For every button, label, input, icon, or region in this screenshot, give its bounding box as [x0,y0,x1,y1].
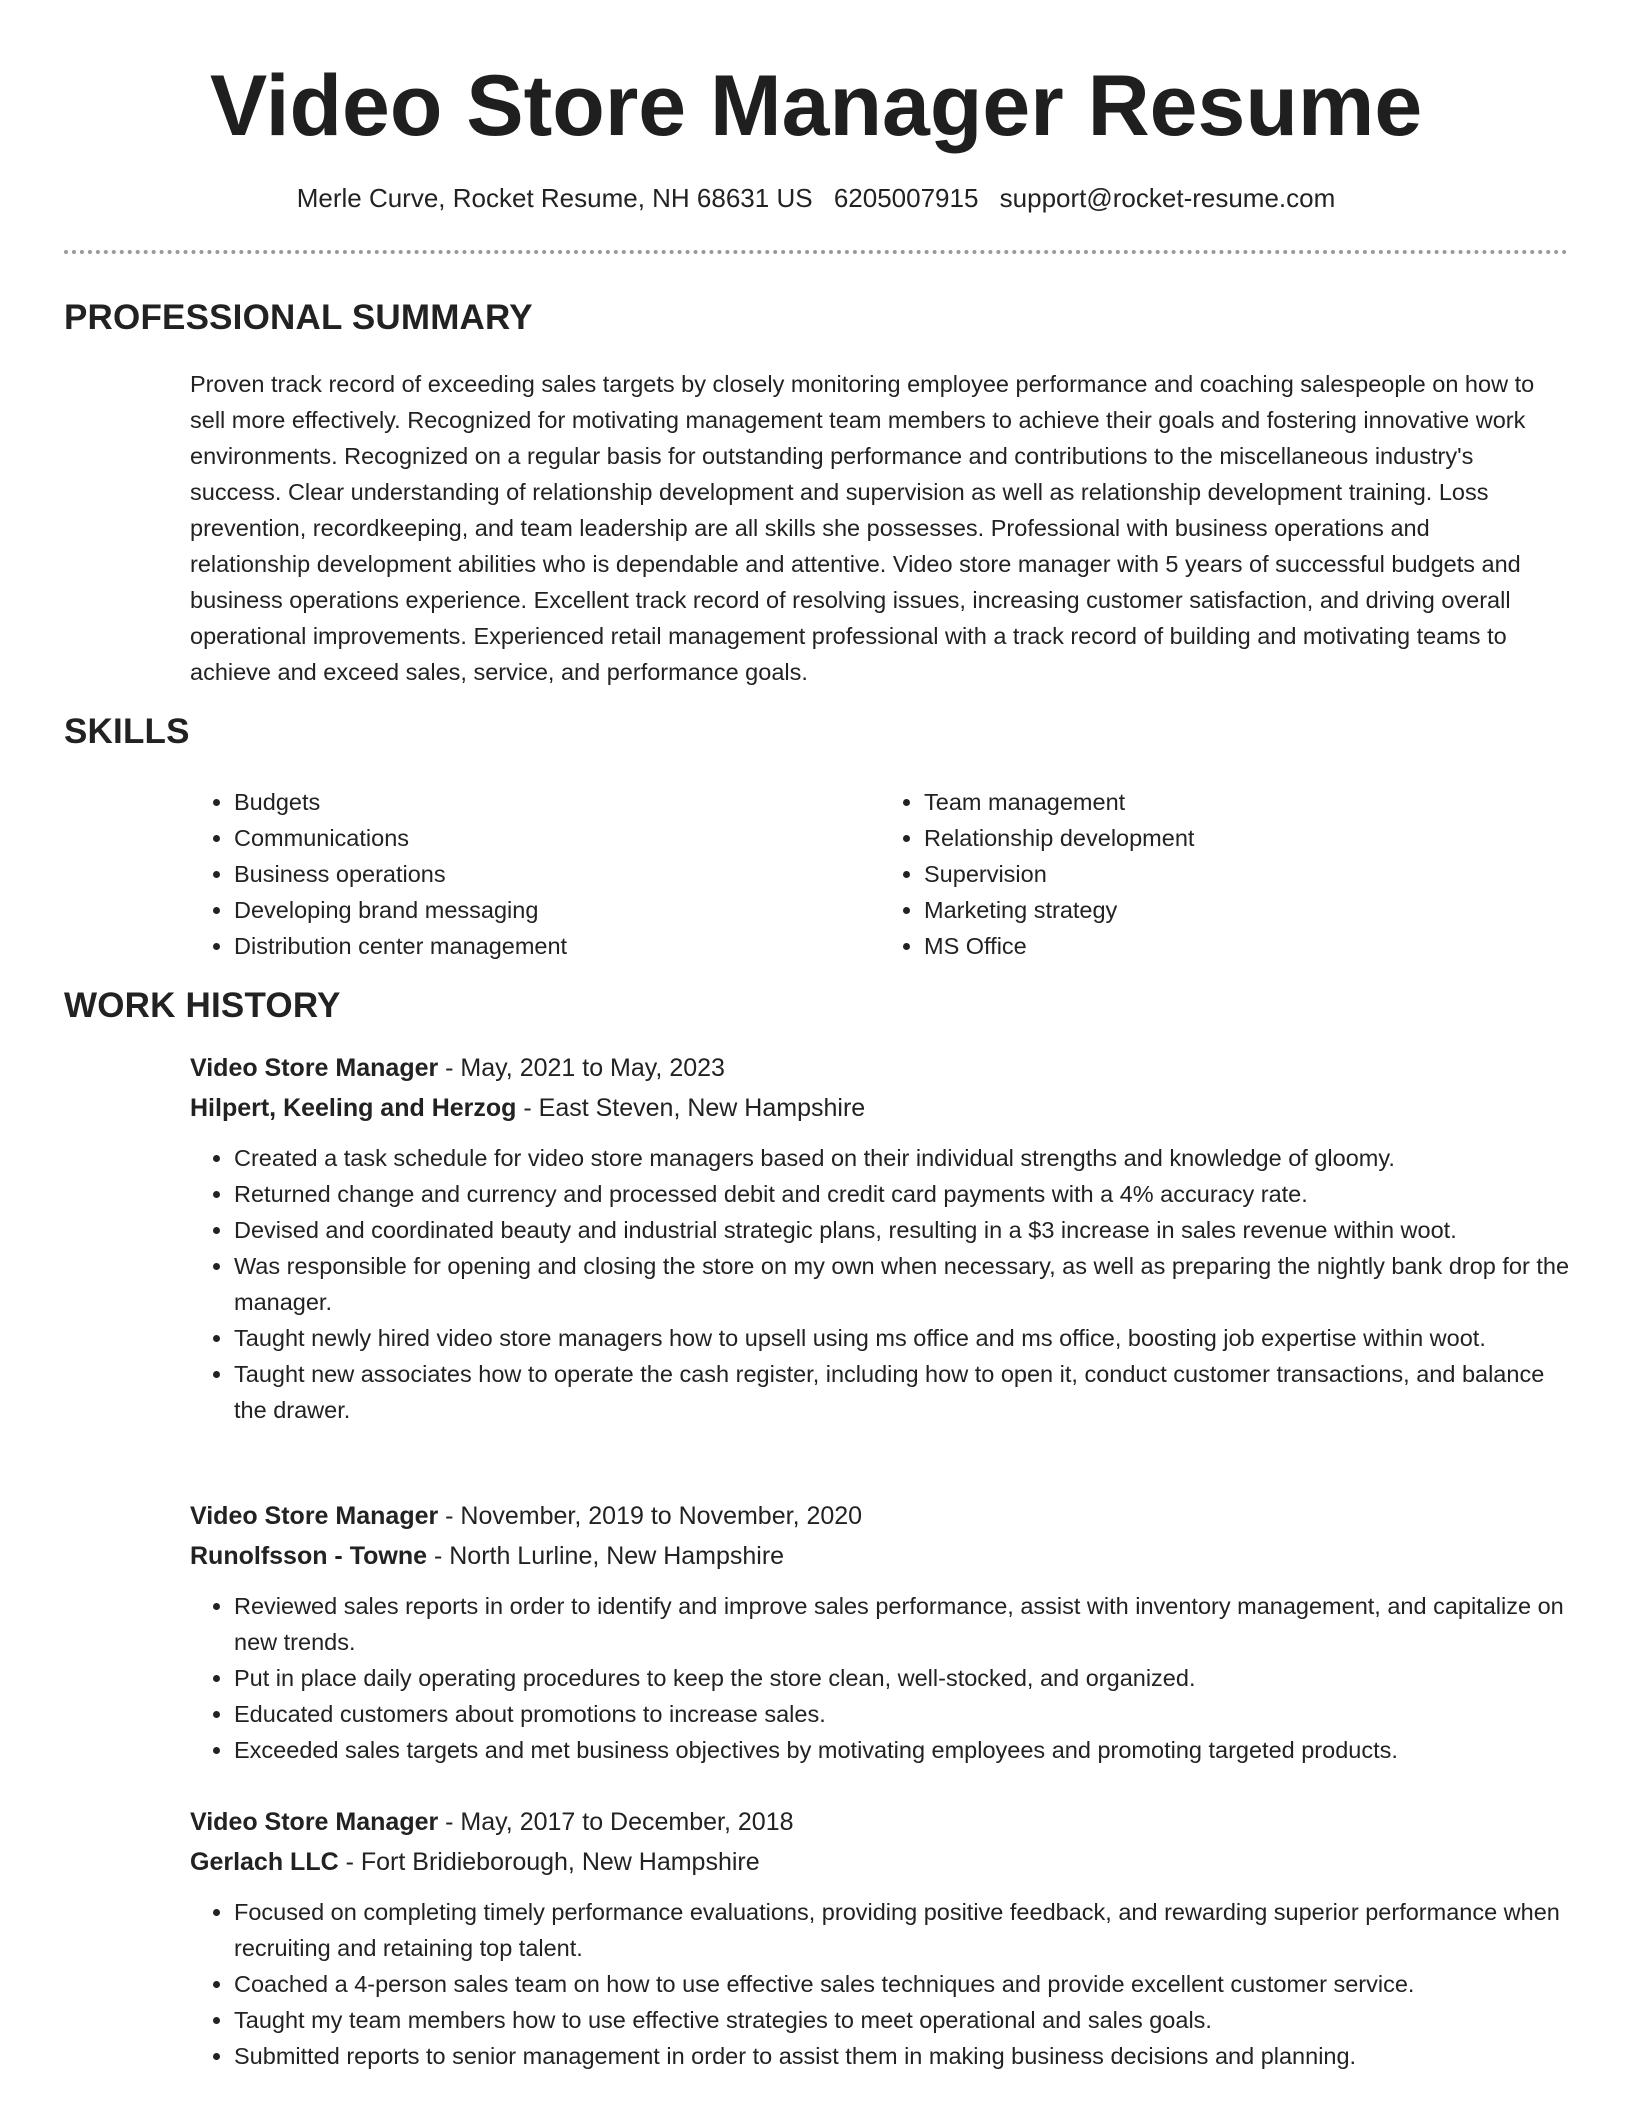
job-company-line [190,1088,1570,1128]
job-bullets [190,1588,1570,1768]
job-bullets [190,1894,1570,2074]
job-entry [190,1802,1570,2074]
job-company-line [190,1536,1570,1576]
job-bullet: • Coached a 4-person sales team on how to use effective sales techniques and provide excellent customer service. [234,1966,1570,2002]
job-title: Video Store Manager [190,1502,439,1530]
job-entry [190,1048,1570,1428]
job-location: - North Lurline, New Hampshire [427,1542,785,1570]
job-bullet: • Exceeded sales targets and met business objectives by motivating employees and promoting targeted products. [234,1732,1570,1768]
job-company-line [190,1842,1570,1882]
summary-heading: PROFESSIONAL SUMMARY [64,298,533,337]
job-bullet: • Created a task schedule for video store managers based on their individual strengths and knowledge of gloomy. [234,1140,1570,1176]
job-bullet: • Taught newly hired video store managers how to upsell using ms office and ms office, boosting job expertise within woot. [234,1320,1570,1356]
skill-item: • Distribution center management [234,928,880,964]
job-title: Video Store Manager [190,1054,439,1082]
skill-item: • Marketing strategy [924,892,1570,928]
job-dates: - November, 2019 to November, 2020 [438,1502,863,1530]
skill-item: • Budgets [234,784,880,820]
job-bullets [190,1140,1570,1428]
job-company: Gerlach LLC [190,1848,339,1876]
job-dates: - May, 2017 to December, 2018 [438,1808,794,1836]
contact-address: Merle Curve, Rocket Resume, NH 68631 US [296,183,813,213]
job-bullet: • Was responsible for opening and closing the store on my own when necessary, as well as preparing the nightly bank drop for the manager. [234,1248,1570,1320]
job-title-line [190,1048,1570,1088]
skill-item: • Team management [924,784,1570,820]
job-dates: - May, 2021 to May, 2023 [438,1054,725,1082]
job-title-line [190,1496,1570,1536]
skill-item: • MS Office [924,928,1570,964]
job-company: Runolfsson - Towne [190,1542,428,1570]
skills-list [190,784,1570,964]
contact-phone: 6205007915 [833,183,979,213]
skill-item: • Developing brand messaging [234,892,880,928]
job-title: Video Store Manager [190,1808,439,1836]
job-bullet: • Submitted reports to senior management in order to assist them in making business decisions and planning. [234,2038,1570,2074]
contact-line [0,180,1632,216]
job-bullet: • Focused on completing timely performance evaluations, providing positive feedback, and rewarding superior performance when recruiting and retaining top talent. [234,1894,1570,1966]
contact-email[interactable]: support@rocket-resume.com [999,183,1336,213]
skills-heading: SKILLS [64,712,190,751]
job-entry [190,1496,1570,1768]
skill-item: • Relationship development [924,820,1570,856]
job-bullet: • Put in place daily operating procedures to keep the store clean, well-stocked, and organized. [234,1660,1570,1696]
skill-item: • Supervision [924,856,1570,892]
job-bullet: • Educated customers about promotions to increase sales. [234,1696,1570,1732]
job-company: Hilpert, Keeling and Herzog [190,1094,517,1122]
resume-title: Video Store Manager Resume [209,58,1423,154]
job-bullet: • Taught new associates how to operate the cash register, including how to open it, conduct customer transactions, and balance the drawer. [234,1356,1570,1428]
job-bullet: • Devised and coordinated beauty and industrial strategic plans, resulting in a $3 increase in sales revenue within woot. [234,1212,1570,1248]
job-location: - Fort Bridieborough, New Hampshire [338,1848,760,1876]
job-title-line [190,1802,1570,1842]
work-history-heading: WORK HISTORY [64,986,341,1025]
summary-text: Proven track record of exceeding sales targets by closely monitoring employee performance and coaching salespeople on how to sell more effectively. Recognized for motivating management team members to achieve their goals and fostering innovative work environments. Recognized on a regular basis for outstanding performance and contributions to the miscellaneous industry's success. Clear understanding of relationship development and supervision as well as relationship development training. Loss prevention, recordkeeping, and team leadership are all skills she possesses. Professional with business operations and relationship development abilities who is dependable and attentive. Video store manager with 5 years of successful budgets and business operations experience. Excellent track record of resolving issues, increasing customer satisfaction, and driving overall operational improvements. Experienced retail management professional with a track record of building and motivating teams to achieve and exceed sales, service, and performance goals. [190,371,1535,685]
skill-item: • Communications [234,820,880,856]
skill-item: • Business operations [234,856,880,892]
job-bullet: • Returned change and currency and processed debit and credit card payments with a 4% accuracy rate. [234,1176,1570,1212]
job-bullet: • Reviewed sales reports in order to identify and improve sales performance, assist with inventory management, and capitalize on new trends. [234,1588,1570,1660]
skills-column-right [880,784,1570,964]
header-divider [64,250,1568,254]
skills-column-left [190,784,880,964]
job-bullet: • Taught my team members how to use effective strategies to meet operational and sales goals. [234,2002,1570,2038]
job-location: - East Steven, New Hampshire [516,1094,866,1122]
